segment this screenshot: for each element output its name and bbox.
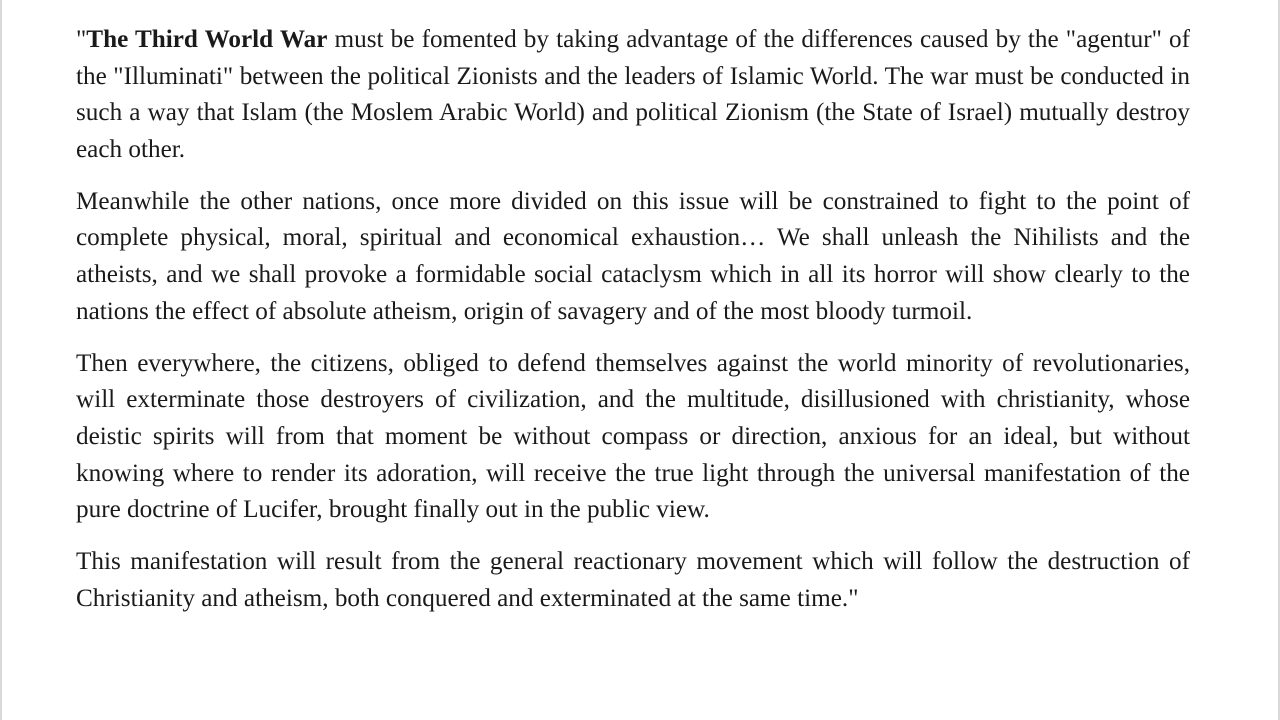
paragraph-4-text: This manifestation will result from the general reactionary movement which will follow the destruction of Christianity and atheism, both conquered and exterminated at the same time."	[76, 548, 1190, 612]
paragraph-1	[76, 22, 1190, 168]
paragraph-2-text: Meanwhile the other nations, once more divided on this issue will be constrained to fight to the point of complete physical, moral, spiritual and economical exhaustion… We shall unleash the Nihilists and the atheists, and we shall provoke a formidable social cataclysm which in all its horror will show clearly to the nations the effect of absolute atheism, origin of savagery and of the most bloody turmoil.	[76, 187, 1190, 325]
paragraph-3	[76, 346, 1190, 529]
paragraph-2	[76, 184, 1190, 330]
opening-quote-mark: "	[76, 26, 87, 53]
paragraph-1-text: must be fomented by taking advantage of the differences caused by the "agentur" of the "Illuminati" between the political Zionists and the leaders of Islamic World. The war must be conducted in such a way that Islam (the Moslem Arabic World) and political Zionism (the State of Israel) mutually destroy each other.	[76, 26, 1190, 163]
left-border	[0, 0, 2, 720]
paragraph-3-text: Then everywhere, the citizens, obliged to defend themselves against the world minority of revolutionaries, will exterminate those destroyers of civilization, and the multitude, disillusioned with christianity, whose deistic spirits will from that moment be without compass or direction, anxious for an ideal, but without knowing where to render its adoration, will receive the true light through the universal manifestation of the pure doctrine of Lucifer, brought finally out in the public view.	[76, 349, 1190, 524]
quote-text-block	[76, 22, 1190, 633]
bold-lead-phrase: The Third World War	[86, 26, 328, 53]
paragraph-4	[76, 544, 1190, 617]
